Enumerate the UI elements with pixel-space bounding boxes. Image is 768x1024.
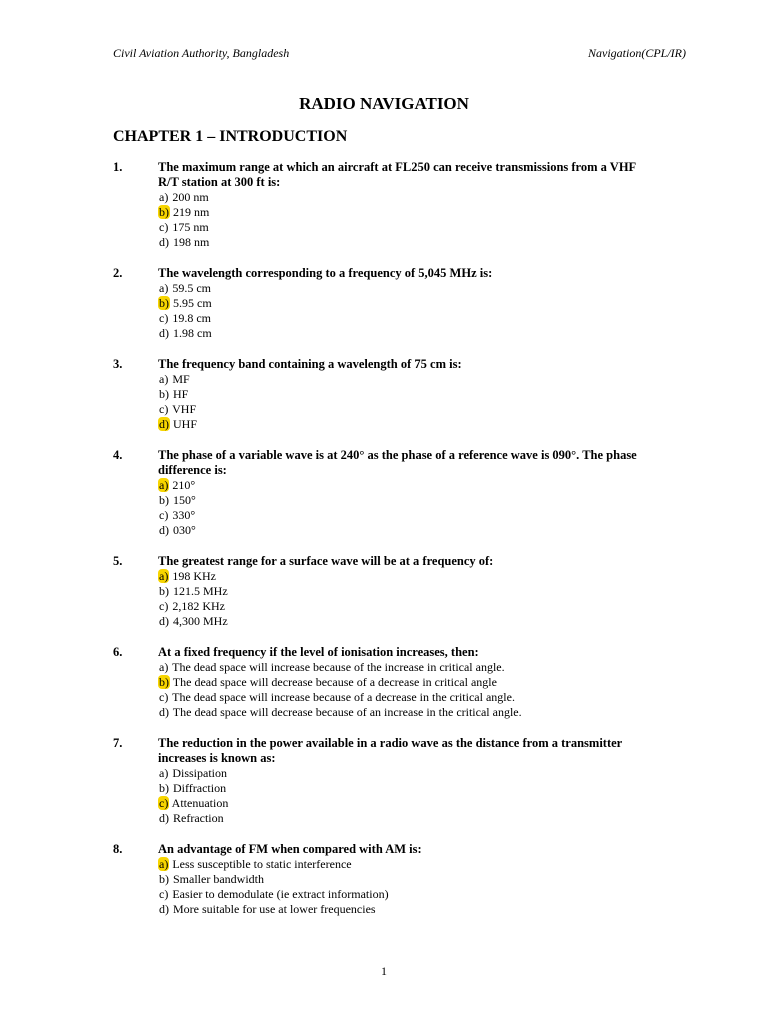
answer-letter: a): [159, 372, 169, 386]
question-number: 7.: [113, 736, 123, 750]
answer-text: 198 nm: [173, 235, 210, 249]
answer-letter: d): [159, 523, 169, 537]
question-text: The reduction in the power available in a radio wave as the distance from a transmitter increases is known as:: [158, 736, 622, 765]
question-item: [0, 645, 768, 720]
question-number: 5.: [113, 554, 123, 568]
answer-text: 210°: [172, 478, 196, 492]
answer-option: [158, 220, 658, 235]
answer-option: [158, 281, 658, 296]
question-text: The wavelength corresponding to a frequency of 5,045 MHz is:: [158, 266, 493, 280]
answer-option: [158, 296, 658, 311]
question-item: [0, 448, 768, 538]
answer-text: VHF: [172, 402, 197, 416]
answer-option: [158, 811, 658, 826]
answer-option: [158, 205, 658, 220]
answer-text: The dead space will decrease because of a decrease in critical angle: [172, 675, 497, 689]
question-body: [158, 357, 658, 432]
answer-letter: c): [159, 220, 169, 234]
question-number: 2.: [113, 266, 123, 280]
answer-option: [158, 690, 658, 705]
answer-letter: c): [159, 690, 169, 704]
answer-option: [158, 508, 658, 523]
answer-option: [158, 326, 658, 341]
highlighted-answer-letter: a): [159, 478, 169, 492]
answer-letter: c): [159, 311, 169, 325]
highlighted-answer-letter: a): [159, 857, 169, 871]
answer-letter: d): [159, 614, 169, 628]
answer-options: [158, 569, 658, 629]
answer-option: [158, 584, 658, 599]
answer-text: 2,182 KHz: [172, 599, 225, 613]
answer-text: UHF: [173, 417, 198, 431]
answer-options: [158, 857, 658, 917]
answer-option: [158, 387, 658, 402]
answer-option: [158, 311, 658, 326]
answer-options: [158, 660, 658, 720]
answer-letter: a): [159, 766, 169, 780]
answer-option: [158, 417, 658, 432]
answer-text: 4,300 MHz: [173, 614, 228, 628]
answer-text: 1.98 cm: [173, 326, 212, 340]
answer-text: HF: [173, 387, 189, 401]
question-body: [158, 160, 658, 250]
answer-option: [158, 235, 658, 250]
answer-option: [158, 599, 658, 614]
question-item: [0, 357, 768, 432]
question-number: 4.: [113, 448, 123, 462]
answer-options: [158, 190, 658, 250]
chapter-heading: CHAPTER 1 – INTRODUCTION: [113, 128, 348, 145]
question-body: [158, 266, 658, 341]
question-text: The greatest range for a surface wave will be at a frequency of:: [158, 554, 494, 568]
question-text: At a fixed frequency if the level of ionisation increases, then:: [158, 645, 479, 659]
answer-text: Diffraction: [173, 781, 227, 795]
answer-option: [158, 523, 658, 538]
answer-letter: d): [159, 811, 169, 825]
question-number: 1.: [113, 160, 123, 174]
answer-letter: b): [159, 493, 169, 507]
answer-option: [158, 660, 658, 675]
question-item: [0, 266, 768, 341]
highlighted-answer-letter: c): [159, 796, 169, 810]
answer-option: [158, 402, 658, 417]
answer-text: Attenuation: [171, 796, 229, 810]
answer-options: [158, 281, 658, 341]
answer-letter: b): [159, 872, 169, 886]
header-organization: Civil Aviation Authority, Bangladesh: [113, 46, 290, 60]
question-body: [158, 645, 658, 720]
highlighted-answer-letter: b): [159, 675, 169, 689]
answer-options: [158, 478, 658, 538]
answer-text: 030°: [173, 523, 196, 537]
answer-text: MF: [172, 372, 190, 386]
highlighted-answer-letter: b): [159, 296, 169, 310]
answer-letter: d): [159, 705, 169, 719]
answer-text: The dead space will decrease because of an increase in the critical angle.: [172, 705, 522, 719]
question-body: [158, 554, 658, 629]
answer-option: [158, 857, 658, 872]
answer-option: [158, 614, 658, 629]
question-number: 8.: [113, 842, 123, 856]
question-item: [0, 160, 768, 250]
highlighted-answer-letter: a): [159, 569, 169, 583]
question-text: The maximum range at which an aircraft at FL250 can receive transmissions from a VHF R/T station at 300 ft is:: [158, 160, 636, 189]
question-text: An advantage of FM when compared with AM is:: [158, 842, 422, 856]
answer-text: The dead space will increase because of a decrease in the critical angle.: [172, 690, 515, 704]
question-body: [158, 842, 658, 917]
answer-option: [158, 569, 658, 584]
question-number: 6.: [113, 645, 123, 659]
answer-letter: d): [159, 326, 169, 340]
answer-text: The dead space will increase because of the increase in critical angle.: [172, 660, 505, 674]
answer-letter: c): [159, 599, 169, 613]
answer-text: 219 nm: [173, 205, 210, 219]
answer-option: [158, 675, 658, 690]
answer-letter: a): [159, 660, 169, 674]
answer-text: Dissipation: [172, 766, 227, 780]
answer-text: 19.8 cm: [172, 311, 211, 325]
header-subject: Navigation(CPL/IR): [588, 46, 686, 60]
answer-letter: c): [159, 887, 169, 901]
answer-text: 175 nm: [172, 220, 209, 234]
question-text: The phase of a variable wave is at 240° as the phase of a reference wave is 090°. The phase difference is:: [158, 448, 637, 477]
answer-text: More suitable for use at lower frequencies: [173, 902, 376, 916]
answer-text: 150°: [173, 493, 196, 507]
answer-text: Less susceptible to static interference: [172, 857, 352, 871]
answer-option: [158, 796, 658, 811]
answer-text: 200 nm: [172, 190, 209, 204]
answer-letter: d): [159, 235, 169, 249]
answer-options: [158, 372, 658, 432]
answer-letter: b): [159, 584, 169, 598]
answer-option: [158, 493, 658, 508]
question-list: [0, 160, 768, 933]
answer-text: Refraction: [173, 811, 224, 825]
answer-letter: d): [159, 902, 169, 916]
answer-option: [158, 902, 658, 917]
question-text: The frequency band containing a wavelength of 75 cm is:: [158, 357, 462, 371]
answer-letter: a): [159, 190, 169, 204]
answer-letter: b): [159, 387, 169, 401]
answer-text: 59.5 cm: [172, 281, 211, 295]
answer-option: [158, 887, 658, 902]
answer-text: Smaller bandwidth: [173, 872, 264, 886]
answer-text: 5.95 cm: [173, 296, 212, 310]
page-number: 1: [381, 964, 387, 978]
answer-letter: c): [159, 508, 169, 522]
answer-letter: c): [159, 402, 169, 416]
highlighted-answer-letter: b): [159, 205, 169, 219]
answer-option: [158, 872, 658, 887]
document-title: RADIO NAVIGATION: [299, 94, 469, 113]
question-item: [0, 736, 768, 826]
answer-option: [158, 372, 658, 387]
question-number: 3.: [113, 357, 123, 371]
answer-letter: b): [159, 781, 169, 795]
answer-text: Easier to demodulate (ie extract information): [172, 887, 389, 901]
answer-text: 330°: [172, 508, 196, 522]
answer-letter: a): [159, 281, 169, 295]
answer-option: [158, 478, 658, 493]
highlighted-answer-letter: d): [159, 417, 169, 431]
question-item: [0, 842, 768, 917]
question-body: [158, 736, 658, 826]
answer-text: 198 KHz: [172, 569, 216, 583]
answer-option: [158, 190, 658, 205]
answer-option: [158, 705, 658, 720]
answer-text: 121.5 MHz: [173, 584, 228, 598]
answer-option: [158, 766, 658, 781]
question-body: [158, 448, 658, 538]
answer-option: [158, 781, 658, 796]
question-item: [0, 554, 768, 629]
answer-options: [158, 766, 658, 826]
